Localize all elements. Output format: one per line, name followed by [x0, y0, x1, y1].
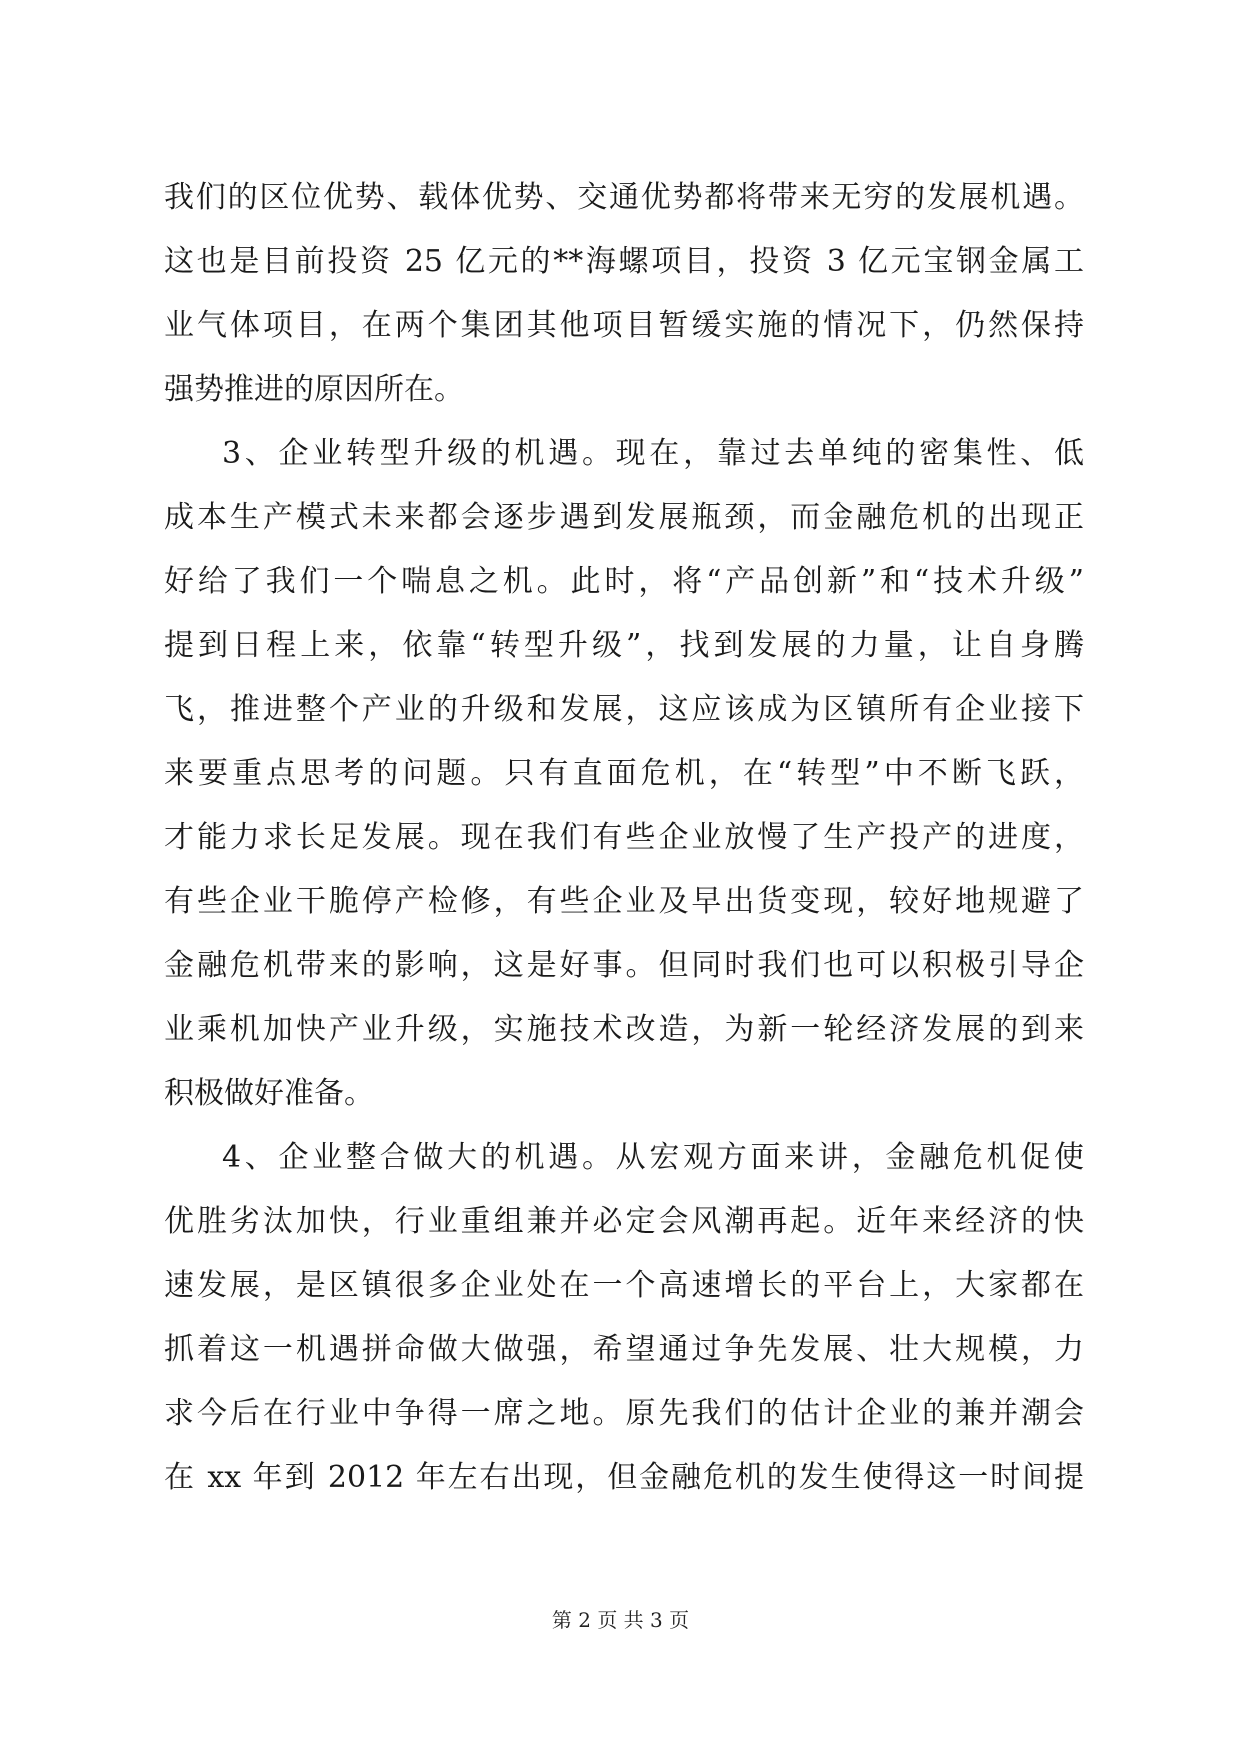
text-line: 才能力求长足发展。现在我们有些企业放慢了生产投产的进度， [164, 820, 1084, 855]
text-line: 成本生产模式未来都会逐步遇到发展瓶颈，而金融危机的出现正 [164, 500, 1084, 535]
page-number-label: 第 2 页 共 3 页 [551, 1608, 690, 1632]
text-line: 好给了我们一个喘息之机。此时，将“产品创新”和“技术升级” [164, 564, 1084, 599]
text-line: 强势推进的原因所在。 [164, 372, 464, 407]
text-line: 抓着这一机遇拼命做大做强，希望通过争先发展、壮大规模，力 [164, 1332, 1084, 1367]
text-line: 优胜劣汰加快，行业重组兼并必定会风潮再起。近年来经济的快 [164, 1204, 1084, 1239]
page-footer [0, 1606, 1241, 1634]
paragraph-heading-line: 4、企业整合做大的机遇。从宏观方面来讲，金融危机促使 [222, 1140, 1084, 1175]
text-line: 金融危机带来的影响，这是好事。但同时我们也可以积极引导企 [164, 948, 1084, 983]
text-line: 飞，推进整个产业的升级和发展，这应该成为区镇所有企业接下 [164, 692, 1084, 727]
text-line: 在 xx 年到 2012 年左右出现，但金融危机的发生使得这一时间提 [164, 1460, 1084, 1495]
text-line: 业乘机加快产业升级，实施技术改造，为新一轮经济发展的到来 [164, 1012, 1084, 1047]
text-line: 这也是目前投资 25 亿元的**海螺项目，投资 3 亿元宝钢金属工 [164, 244, 1084, 279]
text-line: 来要重点思考的问题。只有直面危机，在“转型”中不断飞跃， [164, 756, 1084, 791]
text-line: 我们的区位优势、载体优势、交通优势都将带来无穷的发展机遇。 [164, 180, 1084, 215]
document-body [164, 166, 1084, 1510]
text-line: 业气体项目，在两个集团其他项目暂缓实施的情况下，仍然保持 [164, 308, 1084, 343]
text-line: 求今后在行业中争得一席之地。原先我们的估计企业的兼并潮会 [164, 1396, 1084, 1431]
text-line: 提到日程上来，依靠“转型升级”，找到发展的力量，让自身腾 [164, 628, 1084, 663]
paragraph-heading-line: 3、企业转型升级的机遇。现在，靠过去单纯的密集性、低 [222, 436, 1084, 471]
text-line: 有些企业干脆停产检修，有些企业及早出货变现，较好地规避了 [164, 884, 1084, 919]
text-line: 积极做好准备。 [164, 1076, 374, 1111]
text-line: 速发展，是区镇很多企业处在一个高速增长的平台上，大家都在 [164, 1268, 1084, 1303]
